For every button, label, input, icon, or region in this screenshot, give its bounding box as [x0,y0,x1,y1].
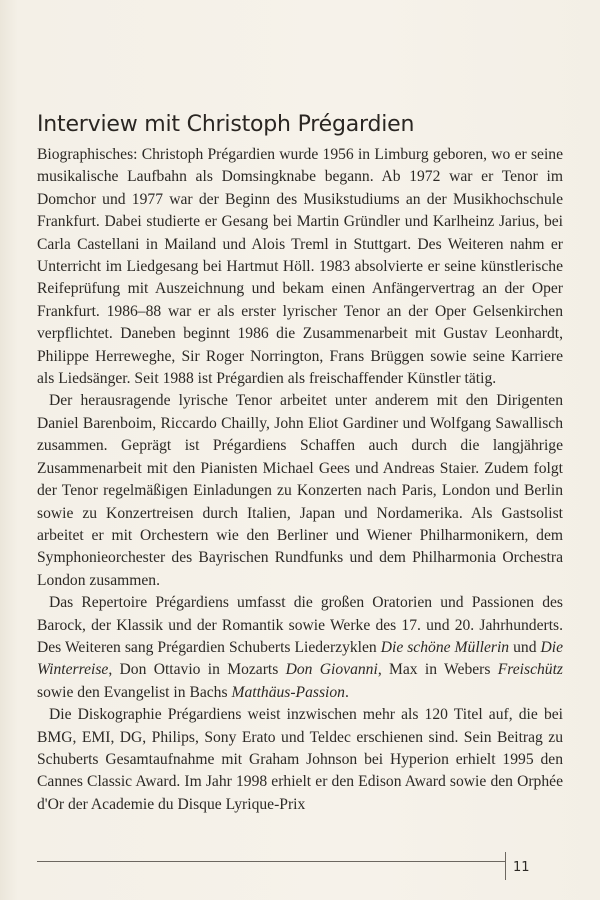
footer-rule-vertical [505,852,506,880]
page-number: 11 [513,860,530,875]
repertoire-text-e: sowie den Evangelist in Bachs [37,683,232,701]
paragraph-collaborations: Der herausragende lyrische Tenor arbeitet unter anderem mit den Dirigenten Daniel Barenboim, Riccardo Chailly, John Eliot Gardiner und Wolfgang Sawallisch zusammen. Geprägt ist Prégardiens Schaffen auch durch die langjährige Zusammenarbeit mit den Pianisten Michael Gees und Andreas Staier. Zudem folgt der Tenor regelmäßigen Einladungen zu Konzerten nach Paris, London und Berlin sowie zu Konzertreisen durch Italien, Japan und Nordamerika. Als Gastsolist arbeitet er mit Orchestern wie den Berliner und Wiener Philharmonikern, dem Symphonieorchester des Bayrischen Rundfunks und dem Philharmonia Orchestra London zusammen. [37,392,563,589]
repertoire-text-b: und [509,638,541,656]
page-title: Interview mit Christoph Prégardien [37,111,415,137]
repertoire-text-f: . [344,683,349,701]
footer-rule [37,861,505,862]
work-title-winterreise: Die Winterreise [37,638,564,679]
paragraph-repertoire [37,592,563,704]
repertoire-text-d: , Max in Webers [377,661,498,679]
work-title-freischuetz: Freischütz [497,661,563,679]
body-text [37,144,563,816]
work-title-muellerin: Die schöne Müllerin [380,638,510,656]
paragraph-biography: Biographisches: Christoph Prégardien wurde 1956 in Limburg geboren, wo er seine musikalische Laufbahn als Domsingknabe begann. Ab 1972 war er Tenor im Domchor und 1977 war der Beginn des Musikstudiums an der Musikhochschule Frankfurt. Dabei studierte er Gesang bei Martin Gründler und Karlheinz Jarius, bei Carla Castellani in Mailand und Alois Treml in Stuttgart. Des Weiteren nahm er Unterricht im Liedgesang bei Hartmut Höll. 1983 absolvierte er seine künstlerische Reifeprüfung mit Auszeichnung und bekam einen Anfängervertrag an der Oper Frankfurt. 1986–88 war er als erster lyrischer Tenor an der Oper Gelsenkirchen verpflichtet. Daneben beginnt 1986 die Zusammenarbeit mit Gustav Leonhardt, Philippe Herreweghe, Sir Roger Norrington, Frans Brüggen sowie seine Karriere als Liedsänger. Seit 1988 ist Prégardien als freischaffender Künstler tätig. [37,146,563,388]
repertoire-text-c: , Don Ottavio in Mozarts [108,661,286,679]
paragraph-discography: Die Diskographie Prégardiens weist inzwischen mehr als 120 Titel auf, die bei BMG, EMI, DG, Philips, Sony Erato und Teldec erschienen sind. Sein Beitrag zu Schuberts Gesamtaufnahme mit Graham Johnson bei Hyperion erhielt 1995 den Cannes Classic Award. Im Jahr 1998 erhielt er den Edison Award sowie den Orphée d'Or der Academie du Disque Lyrique-Prix [37,706,563,813]
work-title-don-giovanni: Don Giovanni [285,661,378,679]
repertoire-text-a: Das Repertoire Prégardiens umfasst die großen Oratorien und Passionen des Barock, der Klassik und der Romantik sowie Werke des 17. und 20. Jahrhunderts. Des Weiteren sang Prégardien Schuberts Liederzyklen [37,594,563,656]
work-title-matthaeus-passion: Matthäus-Passion [231,683,345,701]
